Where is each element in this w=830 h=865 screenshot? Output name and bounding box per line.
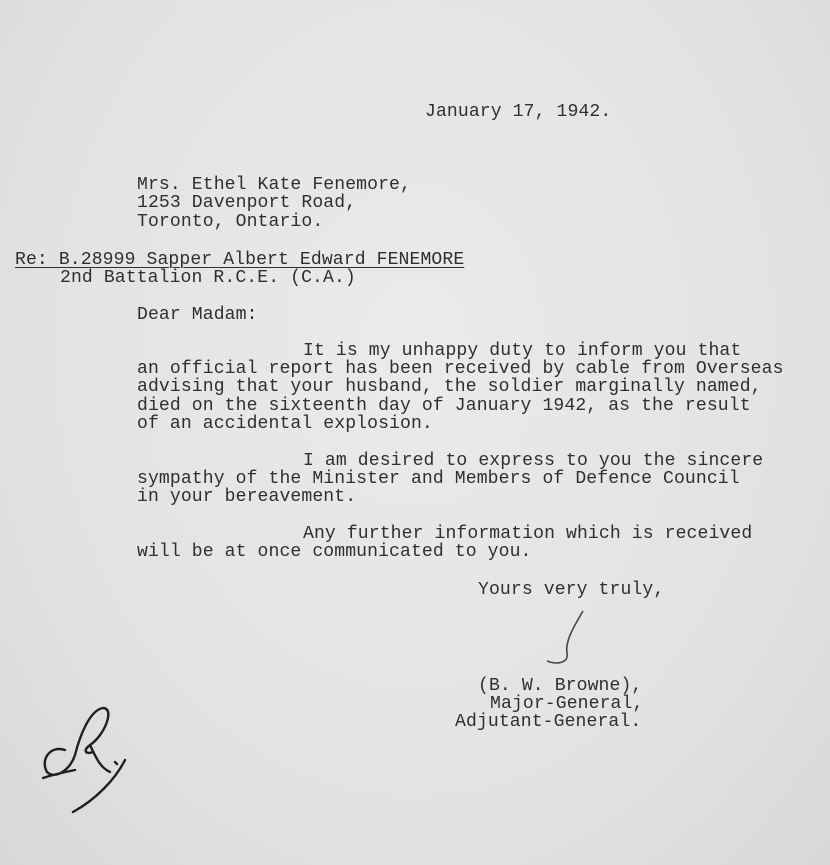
- recipient-city: Toronto, Ontario.: [137, 212, 324, 232]
- closing: Yours very truly,: [478, 580, 665, 600]
- recipient-street: 1253 Davenport Road,: [137, 193, 357, 213]
- re-line: Re: B.28999 Sapper Albert Edward FENEMORE: [15, 250, 465, 270]
- re-unit: 2nd Battalion R.C.E. (C.A.): [60, 268, 356, 288]
- paragraph-1-line: died on the sixteenth day of January 1942, as the result: [137, 396, 751, 416]
- paragraph-1-line: an official report has been received by cable from Overseas: [137, 359, 784, 379]
- letter-date: January 17, 1942.: [425, 102, 612, 122]
- handwritten-initials: [35, 700, 130, 820]
- paragraph-1-line: advising that your husband, the soldier marginally named,: [137, 377, 762, 397]
- signature-mark: [535, 605, 595, 670]
- salutation: Dear Madam:: [137, 305, 258, 325]
- paragraph-1-line: of an accidental explosion.: [137, 414, 433, 434]
- paragraph-2-line: in your bereavement.: [137, 487, 357, 507]
- recipient-name: Mrs. Ethel Kate Fenemore,: [137, 175, 411, 195]
- paragraph-2-line: I am desired to express to you the sincere: [303, 451, 764, 471]
- paragraph-3-line: will be at once communicated to you.: [137, 542, 532, 562]
- signatory-rank: Major-General,: [490, 694, 644, 714]
- paragraph-2-line: sympathy of the Minister and Members of Defence Council: [137, 469, 740, 489]
- signatory-title: Adjutant-General.: [455, 712, 642, 732]
- signatory-name: (B. W. Browne),: [478, 676, 643, 696]
- paragraph-1-line: It is my unhappy duty to inform you that: [303, 341, 742, 361]
- paragraph-3-line: Any further information which is received: [303, 524, 753, 544]
